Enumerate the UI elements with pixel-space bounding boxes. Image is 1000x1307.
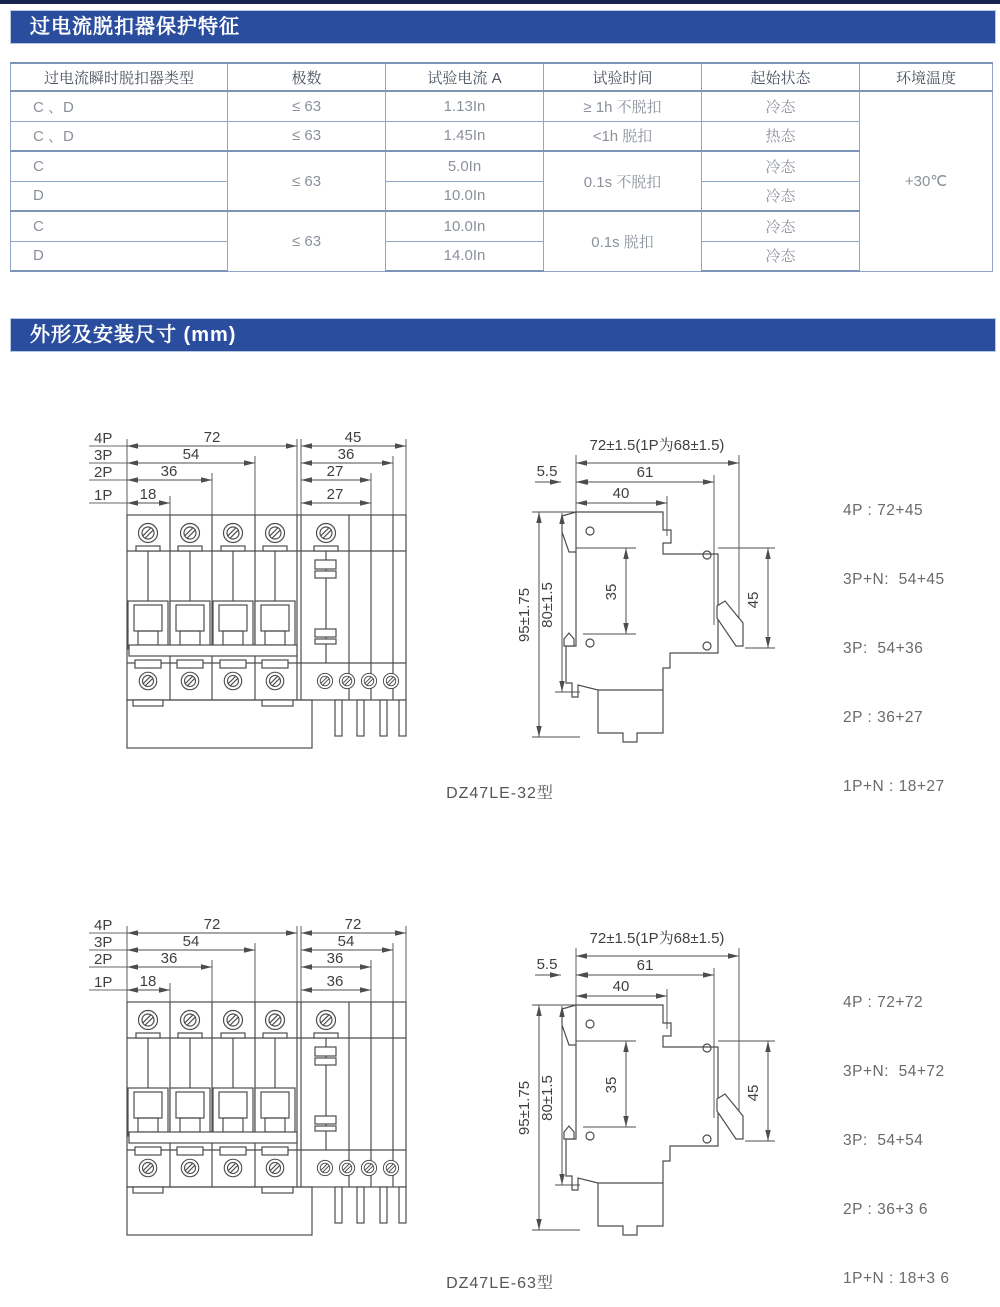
col-header-temp: 环境温度 — [860, 63, 993, 91]
cell-poles: ≤ 63 — [228, 121, 386, 151]
dim-value: 95±1.75 — [516, 1080, 533, 1136]
dim-value: 35 — [603, 1076, 620, 1094]
dim-value: 54 — [182, 933, 200, 950]
section-header-protection — [10, 10, 996, 44]
cell-current: 10.0In — [386, 181, 544, 211]
note-line: 2P : 36+27 — [843, 709, 924, 726]
side-dimensions — [516, 948, 775, 1230]
pole-size-notes — [843, 453, 945, 844]
note-line: 3P: 54+54 — [843, 1132, 924, 1149]
table-row — [11, 211, 993, 241]
cell-ambient-temp: +30℃ — [860, 91, 993, 271]
table-row — [11, 121, 993, 151]
dim-value: 72 — [203, 429, 221, 446]
cell-type: C 、D — [11, 121, 228, 151]
din-top-claw — [562, 1005, 576, 1045]
dim-value: 40 — [612, 978, 630, 995]
front-view-drawing — [85, 910, 420, 1250]
dim-value: 36 — [326, 950, 344, 967]
note-line: 3P+N: 54+72 — [843, 1063, 945, 1080]
dim-value: 36 — [326, 973, 344, 990]
table-header-row — [11, 63, 993, 91]
table-row — [11, 151, 993, 181]
dim-value: 80±1.5 — [539, 582, 556, 628]
dim-value: 72 — [203, 916, 221, 933]
mounting-base — [127, 1187, 312, 1235]
cell-current: 1.45In — [386, 121, 544, 151]
col-header-state: 起始状态 — [702, 63, 860, 91]
drawing-caption: DZ47LE-32型 — [446, 785, 554, 802]
wiring-legs — [335, 700, 406, 736]
dim-value: 45 — [745, 591, 762, 609]
breaker-side-body — [562, 512, 743, 742]
din-clip — [564, 1126, 574, 1139]
toggle-handles — [128, 1088, 297, 1143]
col-header-current: 试验电流 A — [386, 63, 544, 91]
cell-current: 14.0In — [386, 241, 544, 271]
dim-value: 61 — [636, 464, 654, 481]
dim-label: 2P — [94, 464, 113, 481]
page-top-strip — [0, 0, 1000, 4]
section-header-dimensions — [10, 318, 996, 352]
cell-time: ≥ 1h 不脱扣 — [544, 91, 702, 121]
cell-type: D — [11, 181, 228, 211]
note-line: 3P: 54+36 — [843, 640, 924, 657]
dim-value: 36 — [160, 950, 178, 967]
dim-label: 4P — [94, 430, 113, 447]
dim-label: 2P — [94, 951, 113, 968]
section-title: 外形及安装尺寸 (mm) — [30, 324, 237, 346]
side-view-drawing — [505, 420, 805, 755]
dim-label: 3P — [94, 934, 113, 951]
col-header-type: 过电流瞬时脱扣器类型 — [11, 63, 228, 91]
cell-state: 冷态 — [702, 91, 860, 121]
dim-value: 35 — [603, 583, 620, 601]
dim-value: 40 — [612, 485, 630, 502]
col-header-time: 试验时间 — [544, 63, 702, 91]
cell-type: C — [11, 151, 228, 181]
cell-type: D — [11, 241, 228, 271]
dim-label: 1P — [94, 487, 113, 504]
side-dimensions — [516, 455, 775, 737]
cell-type: C — [11, 211, 228, 241]
din-top-claw — [562, 512, 576, 552]
drawing-dz47le-32 — [0, 420, 1000, 805]
pole-dimension-labels — [89, 430, 127, 504]
cell-state: 冷态 — [702, 181, 860, 211]
front-dimensions — [127, 916, 406, 1002]
pole-size-notes — [843, 945, 949, 1307]
cell-poles: ≤ 63 — [228, 211, 386, 271]
breaker-side-body — [562, 1005, 743, 1235]
dim-value: 45 — [745, 1084, 762, 1102]
front-dimensions — [127, 429, 406, 515]
dim-value: 61 — [636, 957, 654, 974]
cell-current: 5.0In — [386, 151, 544, 181]
dim-value: 36 — [337, 446, 355, 463]
protection-characteristics-table — [10, 62, 993, 272]
cell-time: 0.1s 脱扣 — [544, 211, 702, 271]
dim-value: 80±1.5 — [539, 1075, 556, 1121]
dim-value: 27 — [326, 463, 344, 480]
dim-width-total: 72±1.5(1P为68±1.5) — [589, 930, 725, 947]
table-row — [11, 91, 993, 121]
mounting-base — [127, 700, 312, 748]
note-line: 3P+N: 54+45 — [843, 571, 945, 588]
table-row — [11, 181, 993, 211]
toggle-handles — [128, 601, 297, 656]
dim-value: 18 — [139, 973, 157, 990]
wiring-legs — [335, 1187, 406, 1223]
section-title: 过电流脱扣器保护特征 — [30, 16, 240, 38]
dim-label: 3P — [94, 447, 113, 464]
dim-value: 54 — [182, 446, 200, 463]
cell-type: C 、D — [11, 91, 228, 121]
note-line: 1P+N : 18+3 6 — [843, 1270, 950, 1287]
dim-value: 54 — [337, 933, 355, 950]
dim-value: 36 — [160, 463, 178, 480]
handle-tie-bar — [129, 645, 297, 656]
note-line: 4P : 72+45 — [843, 502, 924, 519]
breaker-front-body — [127, 515, 406, 748]
dim-value: 45 — [344, 429, 362, 446]
dim-width-total: 72±1.5(1P为68±1.5) — [589, 437, 725, 454]
drawing-caption: DZ47LE-63型 — [446, 1275, 554, 1292]
drawing-dz47le-63 — [0, 905, 1000, 1307]
side-view-drawing — [505, 913, 805, 1248]
note-line: 4P : 72+72 — [843, 994, 924, 1011]
cell-state: 冷态 — [702, 211, 860, 241]
dim-label: 1P — [94, 974, 113, 991]
note-line: 2P : 36+3 6 — [843, 1201, 928, 1218]
cell-current: 10.0In — [386, 211, 544, 241]
col-header-poles: 极数 — [228, 63, 386, 91]
cell-state: 冷态 — [702, 241, 860, 271]
din-clip — [564, 633, 574, 646]
cell-state: 冷态 — [702, 151, 860, 181]
note-line: 1P+N : 18+27 — [843, 778, 945, 795]
dim-value: 18 — [139, 486, 157, 503]
cell-time: <1h 脱扣 — [544, 121, 702, 151]
table-row — [11, 241, 993, 271]
dim-value: 95±1.75 — [516, 587, 533, 643]
front-view-drawing — [85, 423, 420, 763]
dim-label: 4P — [94, 917, 113, 934]
dim-value: 27 — [326, 486, 344, 503]
cell-poles: ≤ 63 — [228, 91, 386, 121]
handle-tie-bar — [129, 1132, 297, 1143]
cell-time: 0.1s 不脱扣 — [544, 151, 702, 211]
breaker-front-body — [127, 1002, 406, 1235]
cell-poles: ≤ 63 — [228, 151, 386, 211]
cell-state: 热态 — [702, 121, 860, 151]
dim-value: 5.5 — [536, 463, 558, 480]
pole-dimension-labels — [89, 917, 127, 991]
cell-current: 1.13In — [386, 91, 544, 121]
dim-value: 72 — [344, 916, 362, 933]
dim-value: 5.5 — [536, 956, 558, 973]
